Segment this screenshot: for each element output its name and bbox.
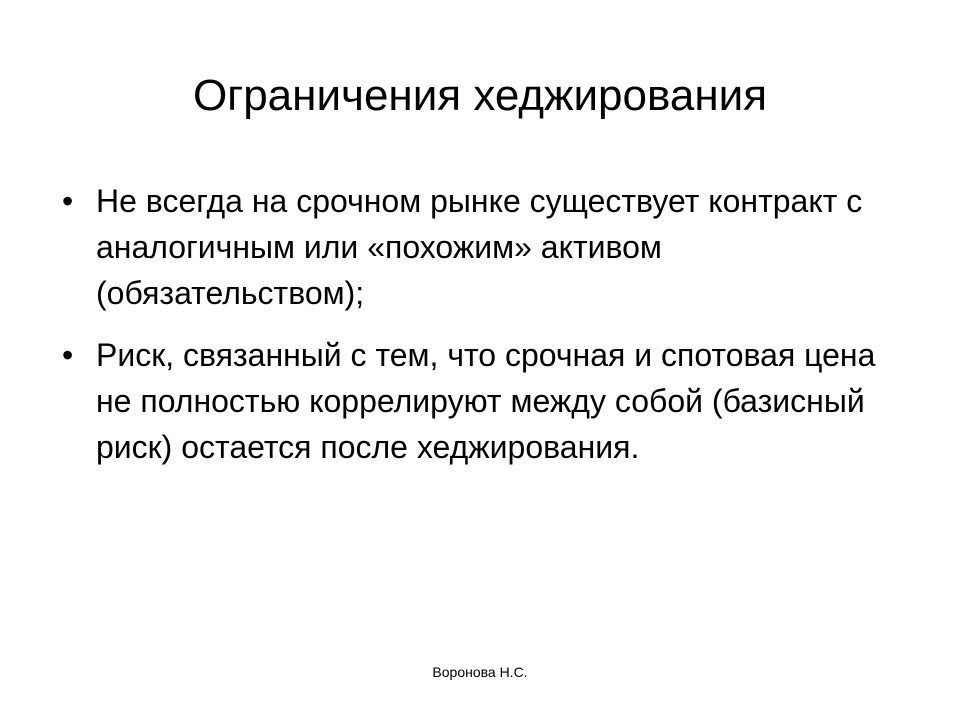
slide-footer-author: Воронова Н.С. [432,664,528,680]
bullet-list [56,178,916,486]
slide-title: Ограничения хеджирования [192,71,768,120]
bullet-text: Не всегда на срочном рынке существует контракт с аналогичным или «похожим» активом (обязательством); [96,183,863,311]
bullet-marker: • [62,337,74,373]
bullet-marker: • [62,183,74,219]
bullet-item [56,178,916,316]
bullet-text: Риск, связанный с тем, что срочная и спотовая цена не полностью коррелируют между собой (базисный риск) остается после хеджирования. [96,337,876,465]
bullet-item [56,332,916,470]
